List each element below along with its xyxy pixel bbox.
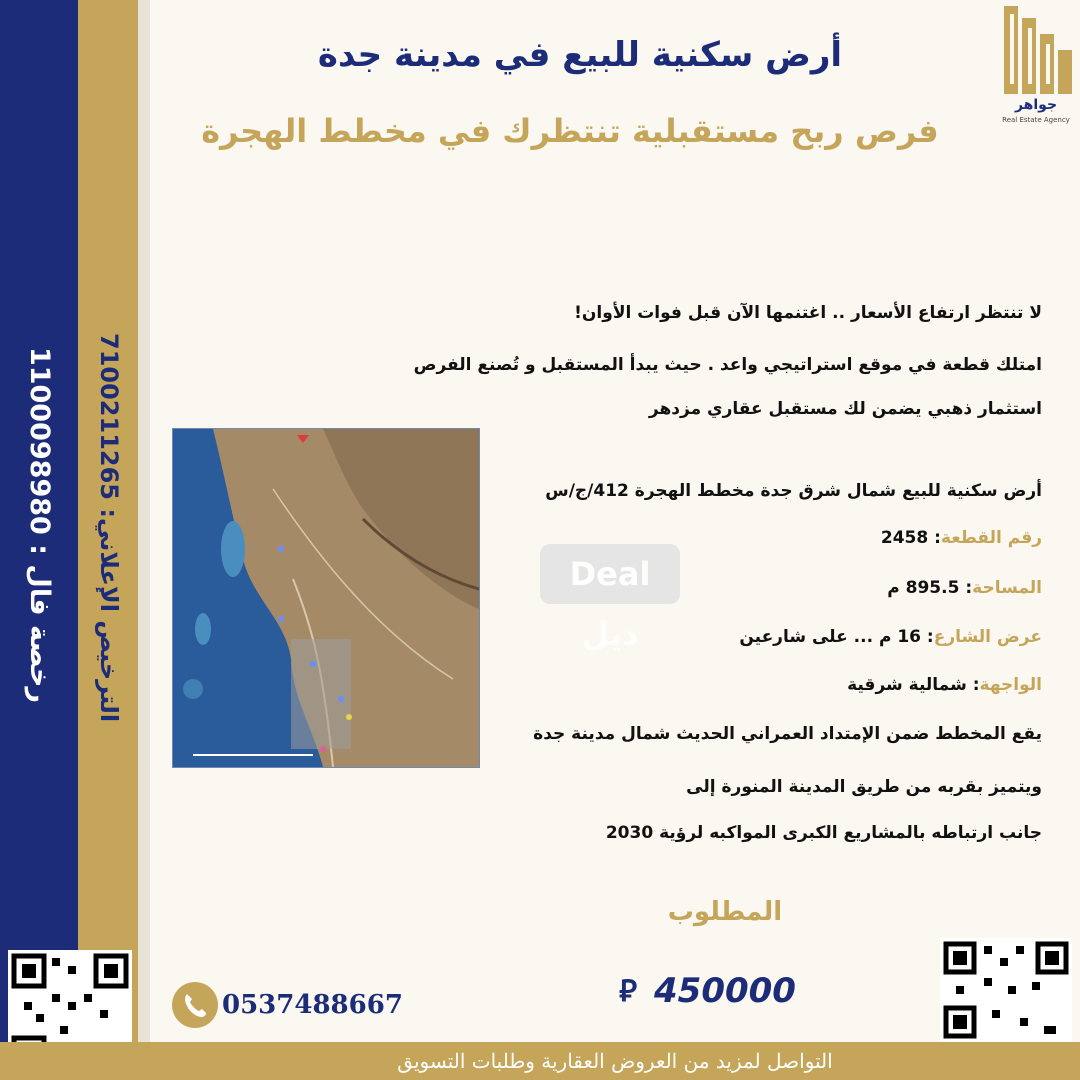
satellite-map — [172, 428, 480, 768]
satellite-map-graphic — [173, 429, 479, 767]
qr-code-right[interactable] — [940, 938, 1072, 1042]
description-line-2: ويتميز بقربه من طريق المدينة المنورة إلى — [686, 777, 1042, 797]
fal-license-text: رخصة فال : 1100098980 — [24, 346, 55, 704]
area-value: : 895.5 م — [887, 578, 973, 598]
plot-number-value: : 2458 — [880, 528, 941, 548]
street-width-value: : 16 م ... على شارعين — [739, 627, 934, 647]
ad-license-text: الترخيص الإعلاني: 7100211265 — [95, 333, 123, 723]
page-subtitle: فرص ربح مستقبلية تنتظرك في مخطط الهجرة — [201, 112, 939, 150]
phone-icon — [172, 982, 218, 1028]
price-value: 450000 — [654, 971, 796, 1011]
left-inner-band — [138, 0, 150, 1042]
deal-watermark: Deal دیل — [540, 544, 680, 604]
logo-english: Real Estate Agency — [1002, 116, 1070, 124]
logo-name: جواهر — [1014, 97, 1058, 113]
description-line-3: جانب ارتباطه بالمشاريع الكبرى المواكبه لرؤية 2030 — [605, 823, 1042, 843]
intro-line-3: استثمار ذهبي يضمن لك مستقبل عقاري مزدهر — [648, 399, 1042, 419]
intro-line-1: لا تنتظر ارتفاع الأسعار .. اغتنمها الآن قبل فوات الأوان! — [574, 303, 1042, 323]
details-heading: أرض سكنية للبيع شمال شرق جدة مخطط الهجرة 412/ج/س — [545, 481, 1042, 501]
facade-label: الواجهة — [979, 675, 1042, 695]
footer-text: التواصل لمزيد من العروض العقارية وطلبات التسويق — [397, 1049, 833, 1073]
street-width-label: عرض الشارع — [933, 627, 1042, 647]
phone-number[interactable]: 0537488667 — [222, 990, 403, 1020]
riyal-currency-icon: ⃁ — [619, 974, 637, 1009]
intro-line-2: امتلك قطعة في موقع استراتيجي واعد . حيث يبدأ المستقبل و تُصنع الفرص — [413, 355, 1042, 375]
area-label: المساحة — [972, 578, 1042, 598]
facade-value: : شمالية شرقية — [847, 675, 980, 695]
page-title: أرض سكنية للبيع في مدينة جدة — [317, 35, 843, 75]
required-label: المطلوب — [667, 897, 783, 927]
plot-number-label: رقم القطعة — [940, 528, 1042, 548]
description-line-1: يقع المخطط ضمن الإمتداد العمراني الحديث شمال مدينة جدة — [533, 724, 1042, 744]
